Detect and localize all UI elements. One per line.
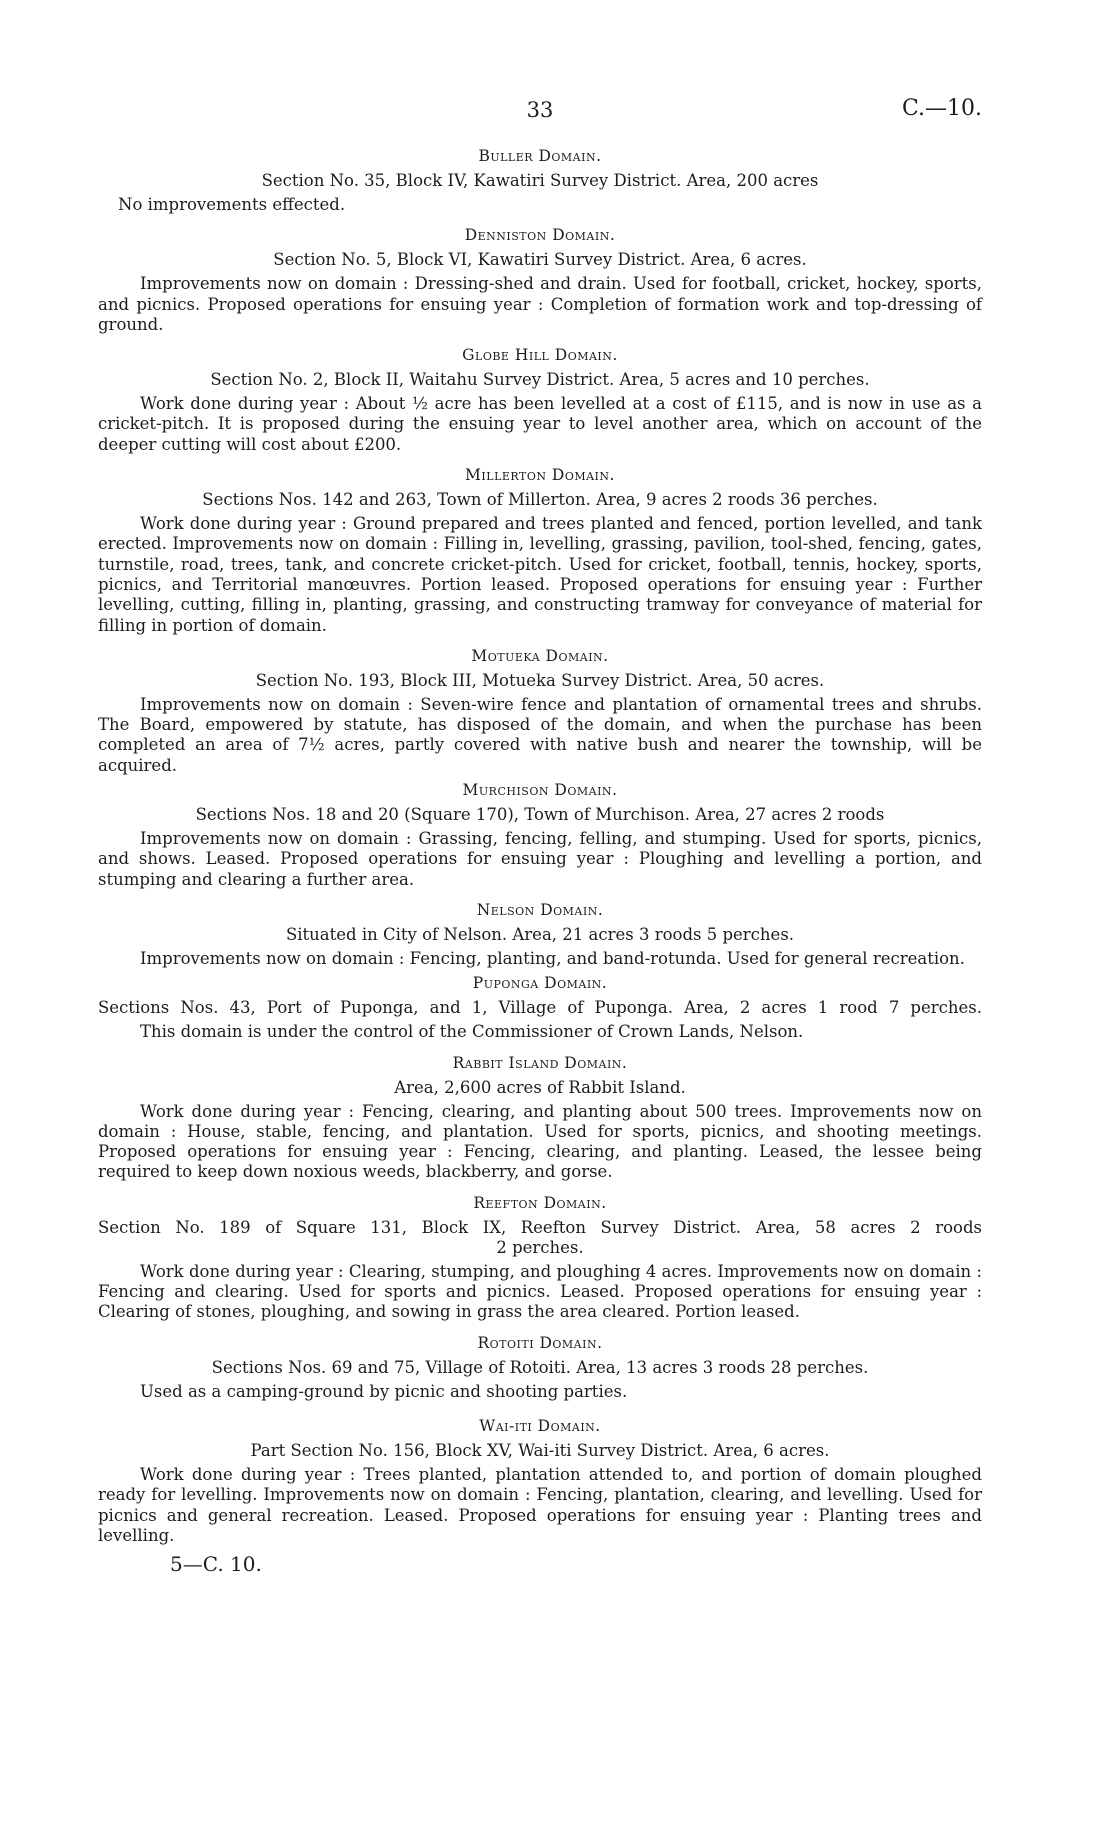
section-location: Sections Nos. 69 and 75, Village of Rotoiti. Area, 13 acres 3 roods 28 perches. (211, 1357, 869, 1377)
section-location: Section No. 35, Block IV, Kawatiri Survey District. Area, 200 acres (261, 171, 819, 190)
section-body: This domain is under the control of the Commissioner of Crown Lands, Nelson. (140, 1022, 804, 1042)
section-location: Part Section No. 156, Block XV, Wai-iti Survey District. Area, 6 acres. (250, 1440, 830, 1460)
section-body: Work done during year : Clearing, stumping, and ploughing 4 acres. Improvements now on domain : Fencing and clearing. Used for sports and picnics. Leased. Proposed operations for ensuing year : Clearing of stones, ploughing, and sowing in grass the area cleared. Portion leased. (98, 1261, 982, 1322)
page-header (98, 92, 982, 132)
section-location: Sections Nos. 18 and 20 (Square 170), Town of Murchison. Area, 27 acres 2 roods (195, 805, 885, 825)
section-motueka-domain (98, 646, 982, 776)
section-wai-iti-domain (98, 1416, 982, 1546)
section-buller-domain (98, 146, 982, 215)
section-globe-hill-domain (98, 345, 982, 455)
section-body: Improvements now on domain : Grassing, fencing, felling, and stumping. Used for sports, picnics, and shows. Leased. Proposed operations for ensuing year : Ploughing and levelling a portion, and stumping and clearing a further area. (98, 829, 982, 889)
section-puponga-domain (98, 973, 982, 1042)
section-reefton-domain (98, 1193, 982, 1323)
section-title: Motueka Domain. (471, 646, 609, 665)
document-code: C.—10. (901, 96, 982, 121)
section-title: Denniston Domain. (464, 226, 616, 245)
section-body: Used as a camping-ground by picnic and shooting parties. (140, 1381, 628, 1401)
section-location-continued: 2 perches. (496, 1237, 584, 1257)
section-body: Improvements now on domain : Fencing, planting, and band-rotunda. Used for general recreation. (140, 948, 965, 968)
section-location: Section No. 189 of Square 131, Block IX, Reefton Survey District. Area, 58 acres 2 roods (98, 1217, 982, 1237)
section-body: Work done during year : Fencing, clearing, and planting about 500 trees. Improvements now on domain : House, stable, fencing, and plantation. Used for sports, picnics, and shooting meetings. Proposed operations for ensuing year : Fencing, clearing, and planting. Leased, the lessee being required to keep down noxious weeds, blackberry, and gorse. (98, 1101, 982, 1182)
section-location: Area, 2,600 acres of Rabbit Island. (394, 1077, 686, 1097)
section-body: Work done during year : Ground prepared and trees planted and fenced, portion levelled, and tank erected. Improvements now on domain : Filling in, levelling, grassing, pavilion, tool-shed, fencing, gates, turnstile, road, trees, tank, and concrete cricket-pitch. Used for cricket, football, tennis, hockey, sports, picnics, and Territorial manœuvres. Portion leased. Proposed operations for ensuing year : Further levelling, cutting, filling in, planting, grassing, and constructing tramway for conveyance of material for filling in portion of domain. (98, 514, 982, 635)
section-body: Work done during year : About ½ acre has been levelled at a cost of £115, and is now in use as a cricket-pitch. It is proposed during the ensuing year to level another area, which on account of the deeper cutting will cost about £200. (98, 394, 982, 454)
section-location: Sections Nos. 43, Port of Puponga, and 1, Village of Puponga. Area, 2 acres 1 rood 7 perches. (98, 998, 982, 1018)
section-millerton-domain (98, 465, 982, 636)
section-title: Reefton Domain. (473, 1193, 607, 1212)
section-title: Millerton Domain. (465, 466, 615, 485)
section-body: Work done during year : Trees planted, plantation attended to, and portion of domain ploughed ready for levelling. Improvements now on domain : Fencing, plantation, clearing, and levelling. Used for picnics and general recreation. Leased. Proposed operations for ensuing year : Planting trees and levelling. (98, 1464, 982, 1545)
section-title: Buller Domain. (478, 147, 602, 165)
section-location: Section No. 5, Block VI, Kawatiri Survey District. Area, 6 acres. (273, 250, 807, 270)
section-rotoiti-domain (98, 1333, 982, 1402)
section-location: Section No. 2, Block II, Waitahu Survey District. Area, 5 acres and 10 perches. (210, 370, 870, 390)
section-title: Globe Hill Domain. (462, 346, 618, 365)
printer-signature: 5—C. 10. (170, 1552, 262, 1577)
section-location: Sections Nos. 142 and 263, Town of Millerton. Area, 9 acres 2 roods 36 perches. (202, 490, 878, 510)
section-denniston-domain (98, 225, 982, 335)
section-body: Improvements now on domain : Seven-wire fence and plantation of ornamental trees and shrubs. The Board, empowered by statute, has disposed of the domain, and when the purchase has been completed an area of 7½ acres, partly covered with native bush and nearer the township, will be acquired. (98, 694, 982, 775)
section-murchison-domain (98, 780, 982, 890)
page-number: 33 (526, 98, 554, 122)
section-title: Rabbit Island Domain. (452, 1053, 628, 1072)
section-title: Rotoiti Domain. (477, 1333, 603, 1352)
section-rabbit-island-domain (98, 1053, 982, 1183)
section-title: Murchison Domain. (462, 781, 618, 800)
document-page (98, 92, 982, 1576)
section-nelson-domain (98, 900, 982, 969)
section-location: Situated in City of Nelson. Area, 21 acres 3 roods 5 perches. (285, 924, 795, 944)
section-body: No improvements effected. (118, 195, 346, 214)
section-title: Puponga Domain. (472, 974, 608, 993)
section-title: Nelson Domain. (476, 900, 604, 919)
section-title: Wai-iti Domain. (479, 1416, 601, 1435)
section-body: Improvements now on domain : Dressing-shed and drain. Used for football, cricket, hockey, sports, and picnics. Proposed operations for ensuing year : Completion of formation work and top-dressing of ground. (98, 274, 982, 334)
section-location: Section No. 193, Block III, Motueka Survey District. Area, 50 acres. (255, 670, 825, 690)
